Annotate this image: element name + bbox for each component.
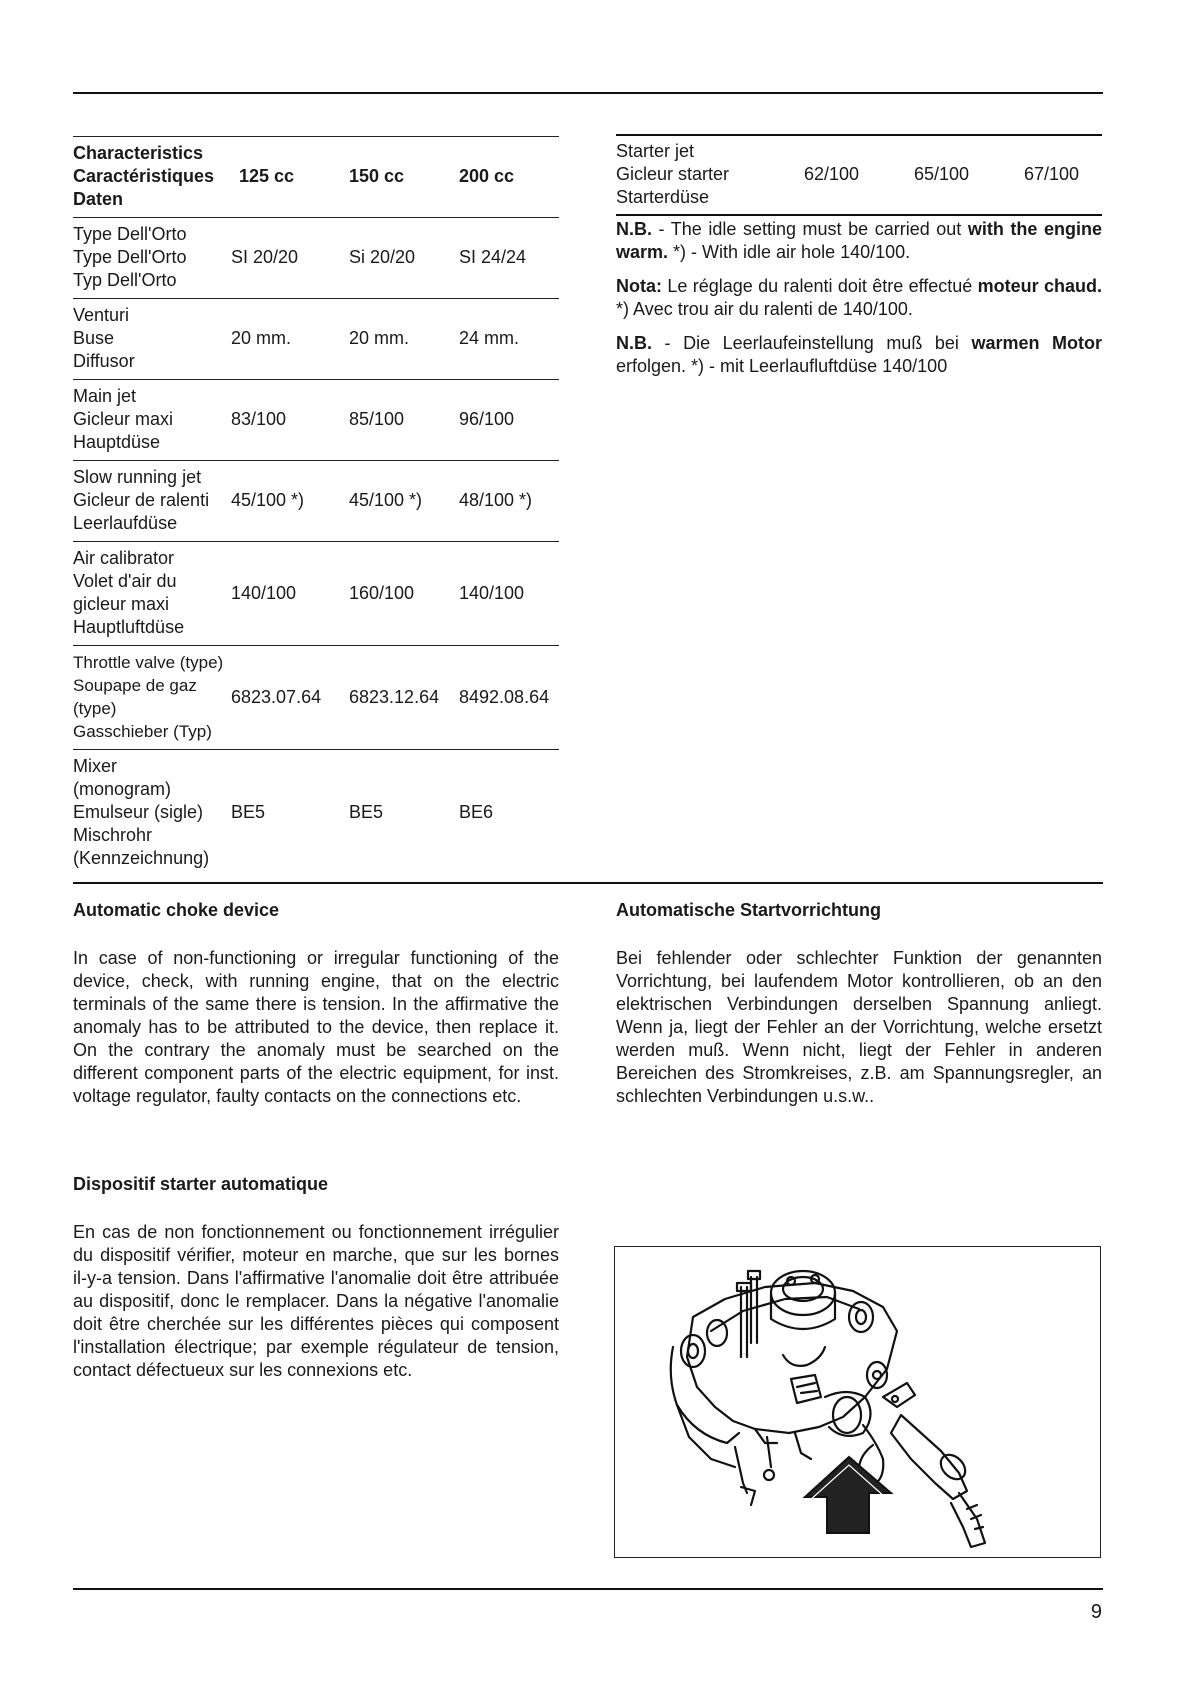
cell-value: 6823.12.64 xyxy=(349,686,440,707)
table-row xyxy=(73,380,559,461)
cell-value: 62/100 xyxy=(804,164,860,184)
cell-value: 140/100 xyxy=(231,582,297,603)
cell-value: 83/100 xyxy=(231,409,287,429)
header-150cc: 150 cc xyxy=(349,166,405,186)
row-label: Throttle valve (type) Soupape de gaz (type) Gasschieber (Typ) xyxy=(73,653,224,741)
cell-value: 20 mm. xyxy=(349,328,410,348)
row-label: Mixer (monogram) Emulseur (sigle) Mischrohr (Kennzeichnung) xyxy=(73,756,210,868)
table-row xyxy=(73,461,559,542)
top-rule xyxy=(73,92,1103,94)
cell-value: 85/100 xyxy=(349,409,405,429)
table-row xyxy=(73,299,559,380)
section-body-en: In case of non-functioning or irregular functioning of the device, check, with running engine, that on the electric terminals of the same there is tension. In the affirmative the anomaly has to be attributed to the device, then replace it. On the contrary the anomaly must be searched on the different component parts of the electric equipment, for inst. voltage regulator, faulty contacts on the connections etc. xyxy=(73,948,559,1106)
header-200cc: 200 cc xyxy=(459,166,515,186)
section-body-fr: En cas de non fonctionnement ou fonctionnement irrégulier du dispositif vérifier, moteur en marche, que sur les bornes il-y-a tension. Dans l'affirmative l'anomalie doit être attribuée au dispositif, donc le remplacer. Dans la négative l'anomalie doit être cherchée sur les différentes pièces qui composent l'installation électrique; par exemple régulateur de tension, contact défectueux sur les connexions etc. xyxy=(73,1222,559,1380)
table-row xyxy=(73,218,559,299)
cell-value: 24 mm. xyxy=(459,328,520,348)
section-rule xyxy=(73,882,1103,884)
cell-value: 65/100 xyxy=(914,164,970,184)
section-title-fr: Dispositif starter automatique xyxy=(73,1174,329,1194)
table-row xyxy=(73,750,559,877)
row-label: Air calibrator Volet d'air du gicleur maxi Hauptluftdüse xyxy=(73,548,185,637)
spec-table-header xyxy=(73,137,559,218)
cell-value: SI 20/20 xyxy=(231,247,299,267)
cell-value: 160/100 xyxy=(349,582,415,603)
cell-value: 96/100 xyxy=(459,409,515,429)
cell-value: 8492.08.64 xyxy=(459,686,550,707)
cell-value: Si 20/20 xyxy=(349,247,416,267)
row-label: Slow running jet Gicleur de ralenti Leerlaufdüse xyxy=(73,467,210,533)
row-label: Venturi Buse Diffusor xyxy=(73,305,135,371)
cell-value: 67/100 xyxy=(1024,164,1080,184)
cell-value: BE5 xyxy=(231,802,266,822)
section-title-en: Automatic choke device xyxy=(73,900,280,920)
cell-value: SI 24/24 xyxy=(459,247,527,267)
arrow-icon xyxy=(805,1457,891,1533)
header-label: Characteristics Caractéristiques Daten xyxy=(73,143,215,209)
table-row xyxy=(73,646,559,750)
cell-value: 45/100 *) xyxy=(349,490,423,510)
idle-setting-notes xyxy=(616,218,1102,389)
table-row xyxy=(73,542,559,646)
cell-value: 20 mm. xyxy=(231,328,292,348)
section-title-de: Automatische Startvorrichtung xyxy=(616,900,882,920)
cell-value: BE6 xyxy=(459,802,494,822)
cell-value: 6823.07.64 xyxy=(231,686,322,707)
row-label: Starter jet Gicleur starter Starterdüse xyxy=(616,141,730,207)
carburettor-drawing xyxy=(615,1247,1099,1556)
page-number: 9 xyxy=(1090,1601,1102,1623)
cell-value: 48/100 *) xyxy=(459,490,533,510)
table-row xyxy=(616,136,1102,215)
starter-jet-table xyxy=(616,136,1102,215)
row-label: Main jet Gicleur maxi Hauptdüse xyxy=(73,386,174,452)
note-de: N.B. - Die Leerlaufeinstellung muß bei warmen Motor erfolgen. *) - mit Leerlaufluftdüse 140/100 xyxy=(616,333,1102,376)
starter-bottom-rule xyxy=(616,214,1102,216)
note-fr: Nota: Le réglage du ralenti doit être effectué moteur chaud. *) Avec trou air du ralenti de 140/100. xyxy=(616,276,1102,319)
carburettor-illustration xyxy=(614,1246,1101,1558)
section-body-de: Bei fehlender oder schlechter Funktion der genannten Vorrichtung, bei laufendem Motor kontrollieren, ob an den elektrischen Verbindungen derselben Spannung anliegt. Wenn ja, liegt der Fehler an der Vorrichtung, welche ersetzt werden muß. Wenn nicht, liegt der Fehler in anderen Bereichen des Stromkreises, z.B. am Spannungsregler, an schlechten Verbindungen u.s.w.. xyxy=(616,948,1102,1106)
note-en: N.B. - The idle setting must be carried out with the engine warm. *) - With idle air hole 140/100. xyxy=(616,219,1102,262)
row-label: Type Dell'Orto Type Dell'Orto Typ Dell'Orto xyxy=(73,224,187,290)
header-125cc: 125 cc xyxy=(239,166,295,186)
bottom-rule xyxy=(73,1588,1103,1590)
cell-value: BE5 xyxy=(349,802,384,822)
carburettor-spec-table xyxy=(73,136,559,876)
cell-value: 45/100 *) xyxy=(231,490,305,510)
cell-value: 140/100 xyxy=(459,582,525,603)
